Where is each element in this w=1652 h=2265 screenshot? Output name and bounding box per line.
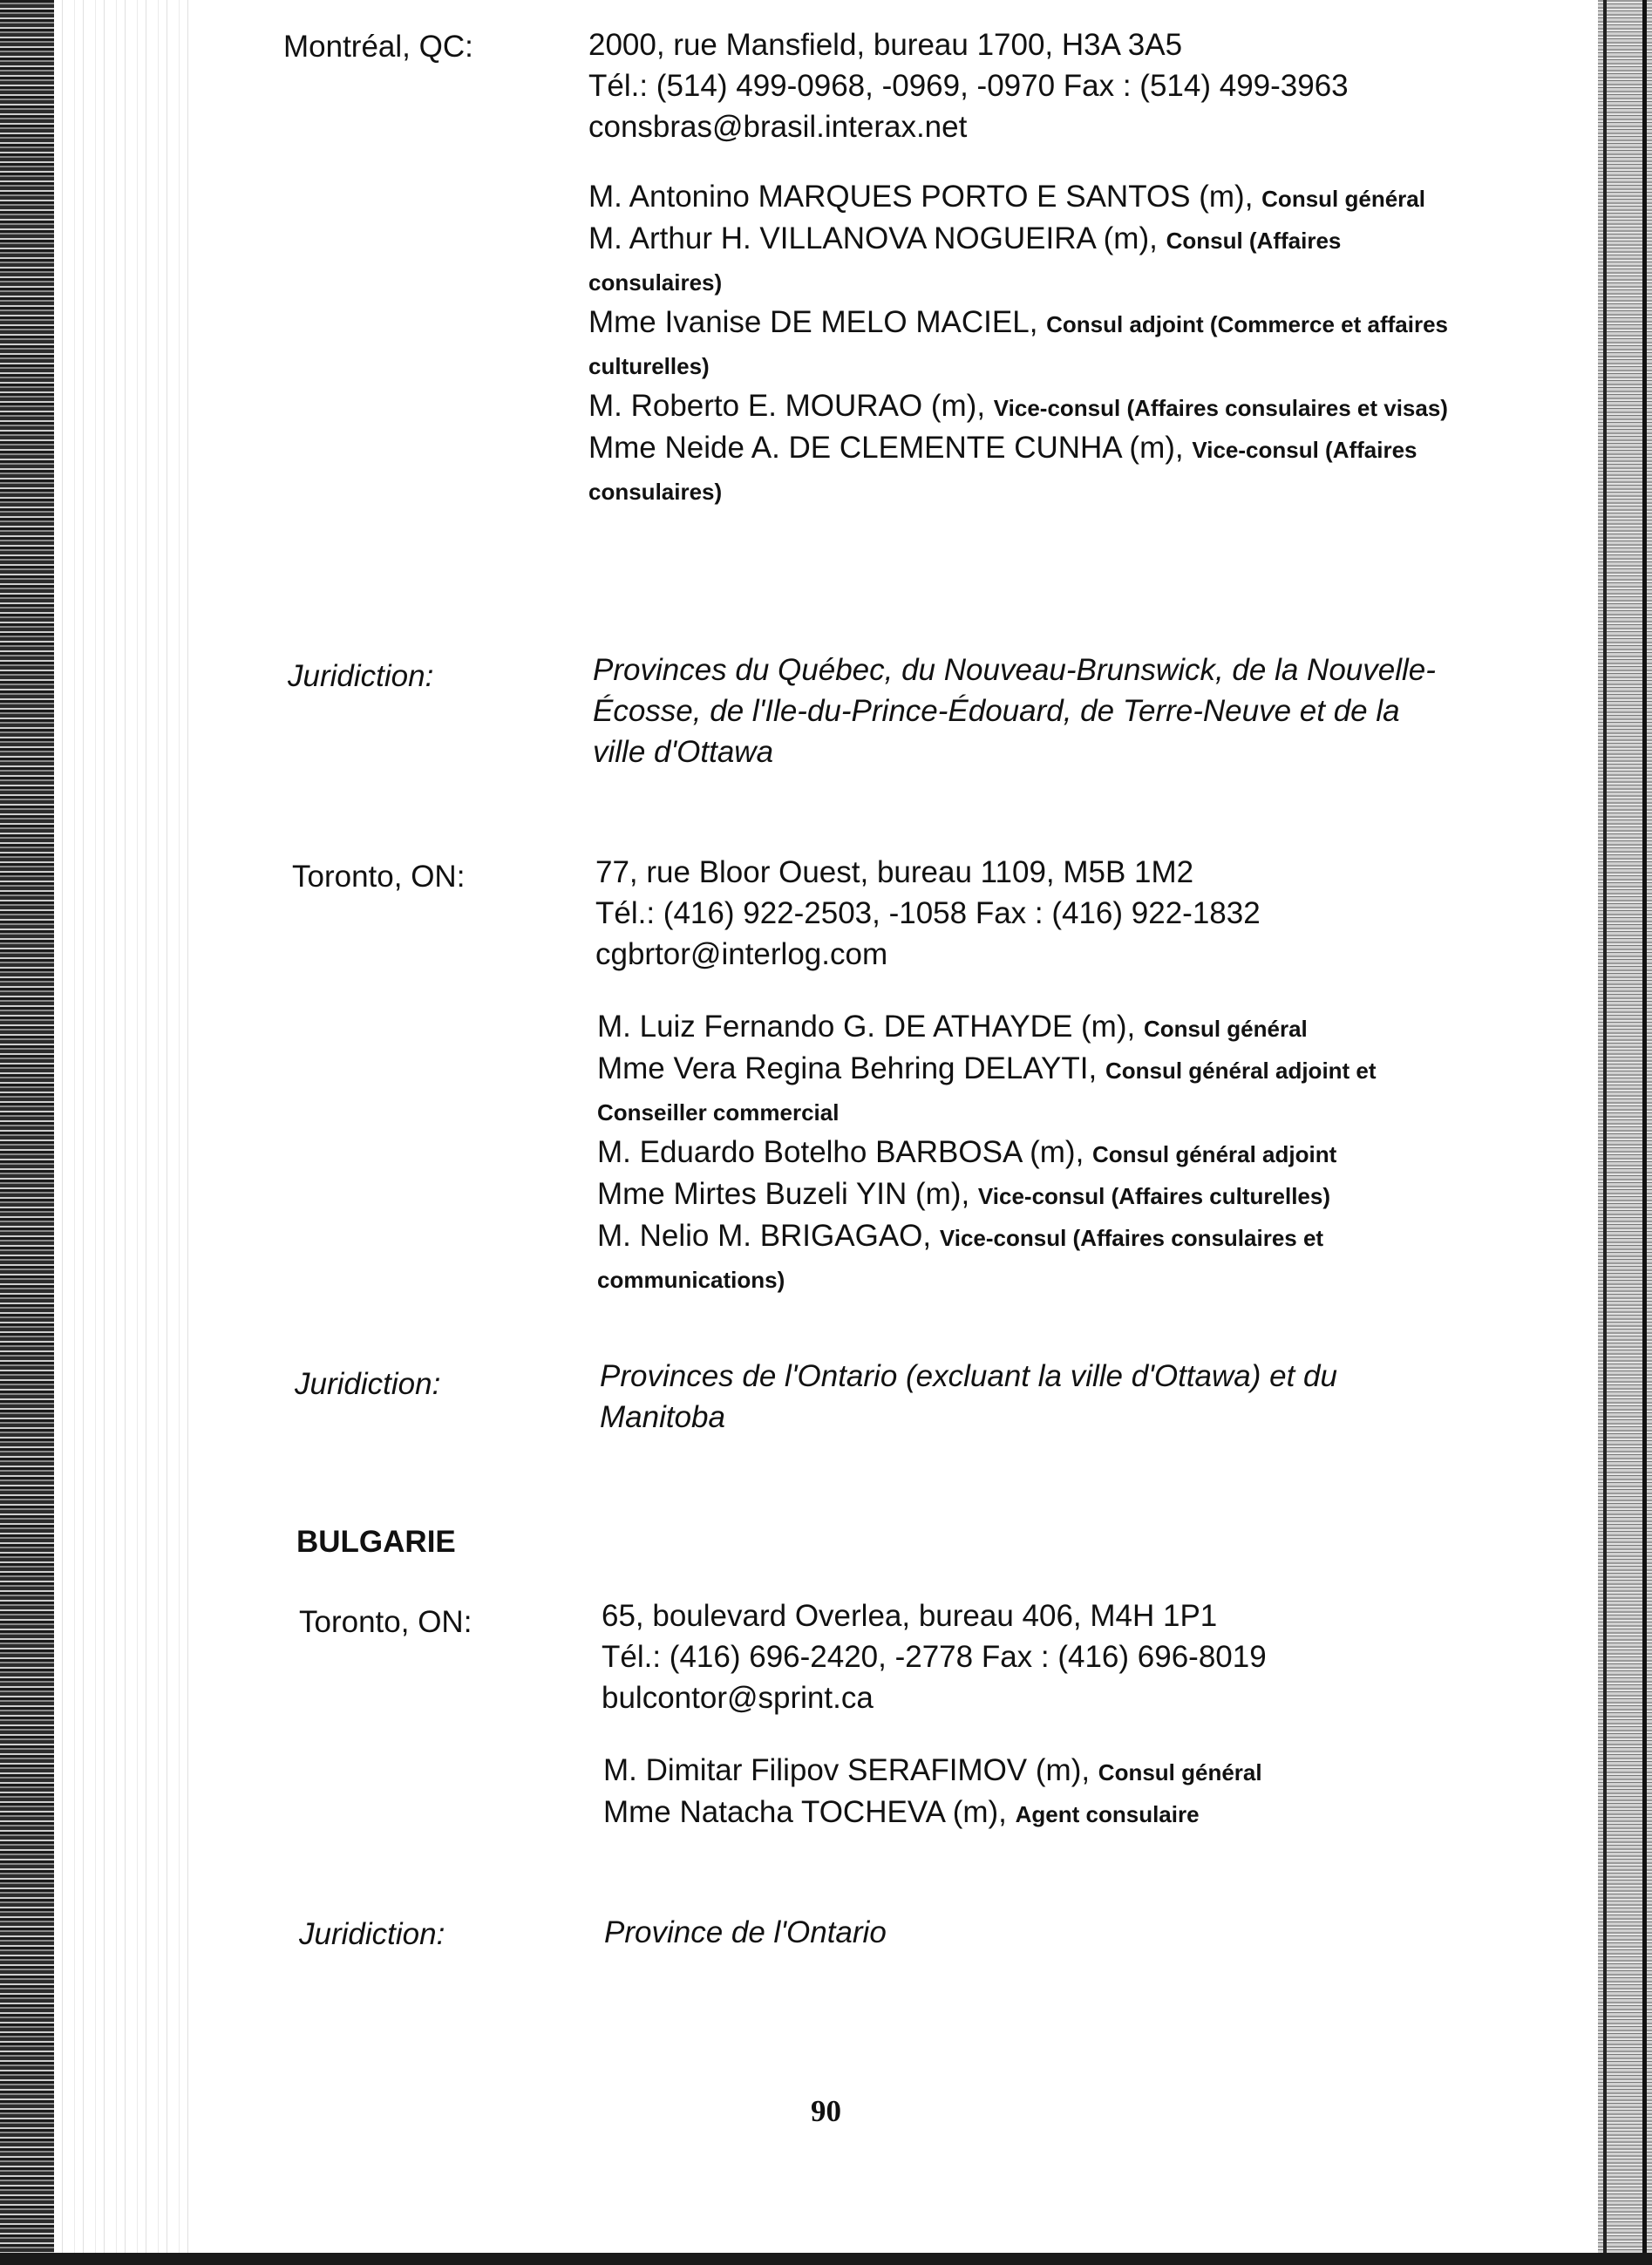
staff-entry: M. Eduardo Botelho BARBOSA (m), Consul général adjoint bbox=[597, 1135, 1337, 1169]
staff-entry: M. Arthur H. VILLANOVA NOGUEIRA (m), Consul (Affaires consulaires) bbox=[588, 221, 1342, 296]
address-block-montreal bbox=[588, 24, 1349, 147]
email-line: cgbrtor@interlog.com bbox=[595, 937, 888, 971]
jurisdiction-text: Provinces de l'Ontario (excluant la ville d'Ottawa) et du Manitoba bbox=[600, 1359, 1337, 1434]
staff-list-montreal bbox=[588, 177, 1469, 512]
phone-line: Tél.: (416) 696-2420, -2778 Fax : (416) 696-8019 bbox=[602, 1640, 1267, 1674]
city-label-toronto: Toronto, ON: bbox=[292, 860, 466, 894]
staff-entry: M. Dimitar Filipov SERAFIMOV (m), Consul général bbox=[603, 1753, 1262, 1787]
staff-entry: M. Nelio M. BRIGAGAO, Vice-consul (Affaires consulaires et communications) bbox=[597, 1219, 1324, 1293]
jurisdiction-label: Juridiction: bbox=[288, 659, 434, 693]
page-number: 90 bbox=[811, 2094, 841, 2128]
email-line: bulcontor@sprint.ca bbox=[602, 1681, 874, 1715]
address-line: 2000, rue Mansfield, bureau 1700, H3A 3A5 bbox=[588, 28, 1183, 62]
binding-gutter bbox=[54, 0, 194, 2265]
jurisdiction-label: Juridiction: bbox=[295, 1367, 441, 1401]
address-block-toronto bbox=[595, 852, 1261, 975]
phone-line: Tél.: (416) 922-2503, -1058 Fax : (416) 922-1832 bbox=[595, 896, 1261, 930]
country-heading: BULGARIE bbox=[296, 1525, 456, 1559]
staff-entry: Mme Ivanise DE MELO MACIEL, Consul adjoint (Commerce et affaires culturelles) bbox=[588, 305, 1449, 379]
staff-entry: M. Luiz Fernando G. DE ATHAYDE (m), Consul général bbox=[597, 1010, 1308, 1044]
email-line: consbras@brasil.interax.net bbox=[588, 110, 968, 144]
staff-entry: Mme Natacha TOCHEVA (m), Agent consulaire bbox=[603, 1795, 1200, 1829]
binding-shadow-left bbox=[0, 0, 54, 2265]
jurisdiction-text: Provinces du Québec, du Nouveau-Brunswick, de la Nouvelle- Écosse, de l'Ile-du-Prince-Édouard, de Terre-Neuve et de la ville d'Ottawa bbox=[593, 653, 1436, 769]
phone-line: Tél.: (514) 499-0968, -0969, -0970 Fax : (514) 499-3963 bbox=[588, 69, 1349, 103]
page-edge-line-outer bbox=[1642, 0, 1647, 2265]
staff-list-toronto bbox=[597, 1007, 1478, 1300]
jurisdiction-text: Province de l'Ontario bbox=[604, 1915, 887, 1949]
staff-entry: Mme Neide A. DE CLEMENTE CUNHA (m), Vice-consul (Affaires consulaires) bbox=[588, 431, 1417, 505]
address-line: 65, boulevard Overlea, bureau 406, M4H 1P1 bbox=[602, 1599, 1218, 1633]
city-label-montreal: Montréal, QC: bbox=[283, 30, 473, 64]
staff-entry: M. Antonino MARQUES PORTO E SANTOS (m), Consul général bbox=[588, 180, 1425, 214]
page-edge-line bbox=[1603, 0, 1607, 2265]
city-label-toronto-bulgarie: Toronto, ON: bbox=[299, 1605, 472, 1639]
address-line: 77, rue Bloor Ouest, bureau 1109, M5B 1M2 bbox=[595, 855, 1194, 889]
address-block-bulgarie bbox=[602, 1595, 1267, 1718]
staff-entry: Mme Vera Regina Behring DELAYTI, Consul général adjoint et Conseiller commercial bbox=[597, 1051, 1377, 1126]
page-edge-bottom bbox=[0, 2253, 1652, 2265]
jurisdiction-label: Juridiction: bbox=[299, 1917, 445, 1951]
staff-entry: M. Roberto E. MOURAO (m), Vice-consul (Affaires consulaires et visas) bbox=[588, 389, 1448, 423]
staff-list-bulgarie bbox=[603, 1751, 1475, 1834]
staff-entry: Mme Mirtes Buzeli YIN (m), Vice-consul (Affaires culturelles) bbox=[597, 1177, 1330, 1211]
